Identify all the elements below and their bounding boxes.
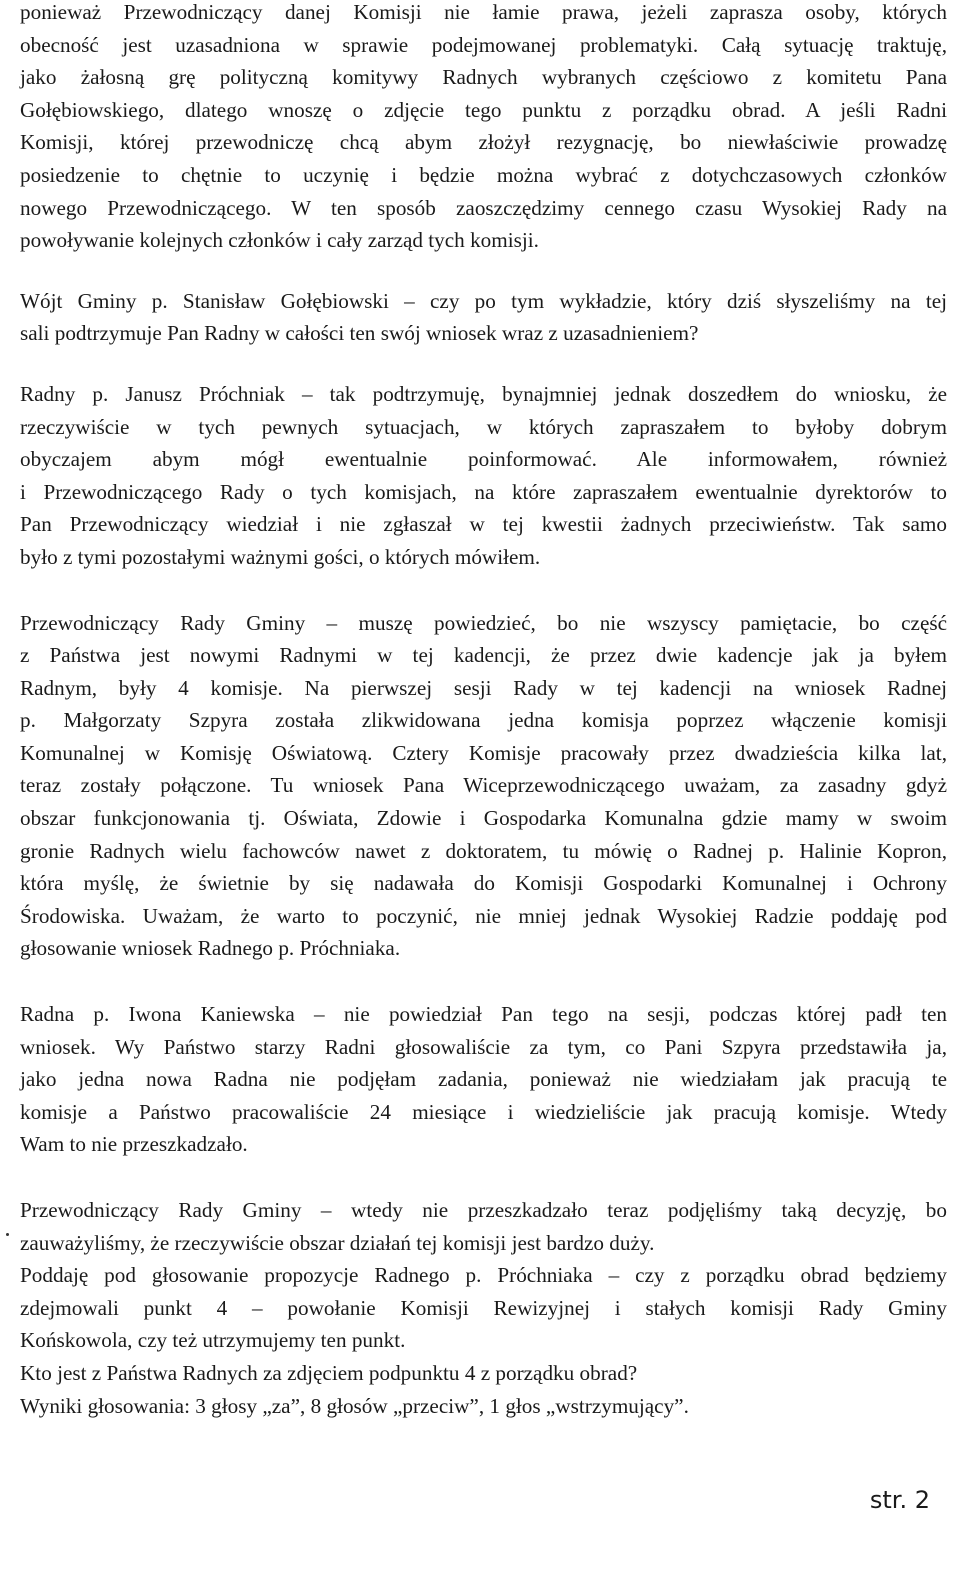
text-line: zauważyliśmy, że rzeczywiście obszar działań tej komisji jest bardzo duży. <box>20 1230 655 1255</box>
document-page <box>20 0 947 1422</box>
text-line: głosowanie wniosek Radnego p. Próchniaka. <box>20 936 401 961</box>
text-line: posiedzenie to chętnie to uczynię i będzie można wybrać z dotychczasowych członków <box>20 162 947 187</box>
paragraph-spacer <box>20 350 947 378</box>
paragraph-chairman-vote <box>20 1194 947 1422</box>
text-line: Radnym, były 4 komisje. Na pierwszej sesji Rady w tej kadencji na wniosek Radnej <box>20 675 947 700</box>
paragraph-prochniak-reply <box>20 378 947 574</box>
text-line: Wam to nie przeszkadzało. <box>20 1132 248 1157</box>
text-line: nowego Przewodniczącego. W ten sposób zaoszczędzimy cennego czasu Wysokiej Rady na <box>20 195 947 220</box>
text-line: było z tymi pozostałymi ważnymi gości, o których mówiłem. <box>20 544 541 569</box>
text-line: Kto jest z Państwa Radnych za zdjęciem podpunktu 4 z porządku obrad? <box>20 1360 638 1385</box>
margin-dot-mark <box>6 1233 9 1236</box>
text-line: obszar funkcjonowania tj. Oświata, Zdowie i Gospodarka Komunalna gdzie mamy w swoim <box>20 806 947 831</box>
text-line: Radny p. Janusz Próchniak – tak podtrzymuję, bynajmniej jednak doszedłem do wniosku, że <box>20 381 947 406</box>
text-line: powoływanie kolejnych członków i cały zarząd tych komisji. <box>20 228 539 253</box>
text-line: Przewodniczący Rady Gminy – muszę powiedzieć, bo nie wszyscy pamiętacie, bo część <box>20 610 947 635</box>
text-line: Przewodniczący Rady Gminy – wtedy nie przeszkadzało teraz podjęliśmy taką decyzję, bo <box>20 1198 947 1222</box>
text-line: komisje a Państwo pracowaliście 24 miesiące i wiedzieliście jak pracują komisje. Wtedy <box>20 1099 947 1124</box>
text-line: wniosek. Wy Państwo starzy Radni głosowaliście za tym, co Pani Szpyra przedstawiła ja, <box>20 1034 947 1059</box>
vote-result-line: Wyniki głosowania: 3 głosy „za”, 8 głosów „przeciw”, 1 głos „wstrzymujący”. <box>20 1393 689 1418</box>
paragraph-wojt-question <box>20 285 947 350</box>
text-line: p. Małgorzaty Szpyra została zlikwidowana jedna komisja poprzez włączenie komisji <box>20 708 947 733</box>
paragraph-statement-continuation <box>20 0 947 257</box>
text-line: Środowiska. Uważam, że warto to poczynić, nie mniej jednak Wysokiej Radzie poddaję pod <box>20 903 947 928</box>
paragraph-spacer <box>20 965 947 998</box>
page-number: str. 2 <box>869 1486 930 1514</box>
text-line: Pan Przewodniczący wiedział i nie zgłaszał w tej kwestii żadnych przeciwieństw. Tak samo <box>20 512 947 537</box>
paragraph-spacer <box>20 257 947 285</box>
text-line: sali podtrzymuje Pan Radny w całości ten swój wniosek wraz z uzasadnieniem? <box>20 321 699 346</box>
text-line: gronie Radnych wielu fachowców nawet z doktoratem, tu mówię o Radnej p. Halinie Kopron, <box>20 838 947 863</box>
paragraph-spacer <box>20 1161 947 1194</box>
text-line: obecność jest uzasadniona w sprawie podejmowanej problematyki. Całą sytuację traktuję, <box>20 32 947 57</box>
text-line: i Przewodniczącego Rady o tych komisjach, na które zapraszałem ewentualnie dyrektorów to <box>20 479 947 504</box>
text-line: Poddaję pod głosowanie propozycje Radnego p. Próchniaka – czy z porządku obrad będziemy <box>20 1263 947 1288</box>
paragraph-chairman-statement <box>20 607 947 966</box>
paragraph-spacer <box>20 574 947 607</box>
text-line: Komunalnej w Komisję Oświatową. Cztery Komisje pracowały przez dwadzieścia kilka lat, <box>20 740 947 765</box>
text-line: z Państwa jest nowymi Radnymi w tej kadencji, że przez dwie kadencje jak ja byłem <box>20 643 947 668</box>
text-line: zdejmowali punkt 4 – powołanie Komisji Rewizyjnej i stałych komisji Rady Gminy <box>20 1295 947 1320</box>
paragraph-kaniewska-reply <box>20 998 947 1161</box>
text-line: jako żałosną grę polityczną komitywy Radnych wybranych częściowo z komitetu Pana <box>20 65 947 90</box>
text-line: obyczajem abym mógł ewentualnie poinformować. Ale informowałem, również <box>20 447 947 472</box>
text-line: Końskowola, czy też utrzymujemy ten punkt. <box>20 1328 406 1353</box>
text-line: Gołębiowskiego, dlatego wnoszę o zdjęcie tego punktu z porządku obrad. A jeśli Radni <box>20 97 947 122</box>
text-line: Radna p. Iwona Kaniewska – nie powiedział Pan tego na sesji, podczas której padł ten <box>20 1002 947 1027</box>
text-line: teraz zostały połączone. Tu wniosek Pana Wiceprzewodniczącego uważam, za zasadny gdyż <box>20 773 947 798</box>
text-line: Komisji, której przewodniczę chcą abym złożył rezygnację, bo niewłaściwie prowadzę <box>20 130 947 155</box>
text-line: Wójt Gminy p. Stanisław Gołębiowski – czy po tym wykładzie, który dziś słyszeliśmy na tej <box>20 288 947 313</box>
text-line: ponieważ Przewodniczący danej Komisji nie łamie prawa, jeżeli zaprasza osoby, których <box>20 0 947 24</box>
text-line: rzeczywiście w tych pewnych sytuacjach, w których zapraszałem to byłoby dobrym <box>20 414 947 439</box>
text-line: która myślę, że świetnie by się nadawała do Komisji Gospodarki Komunalnej i Ochrony <box>20 871 947 896</box>
text-line: jako jedna nowa Radna nie podjęłam zadania, ponieważ nie wiedziałam jak pracują te <box>20 1067 947 1092</box>
